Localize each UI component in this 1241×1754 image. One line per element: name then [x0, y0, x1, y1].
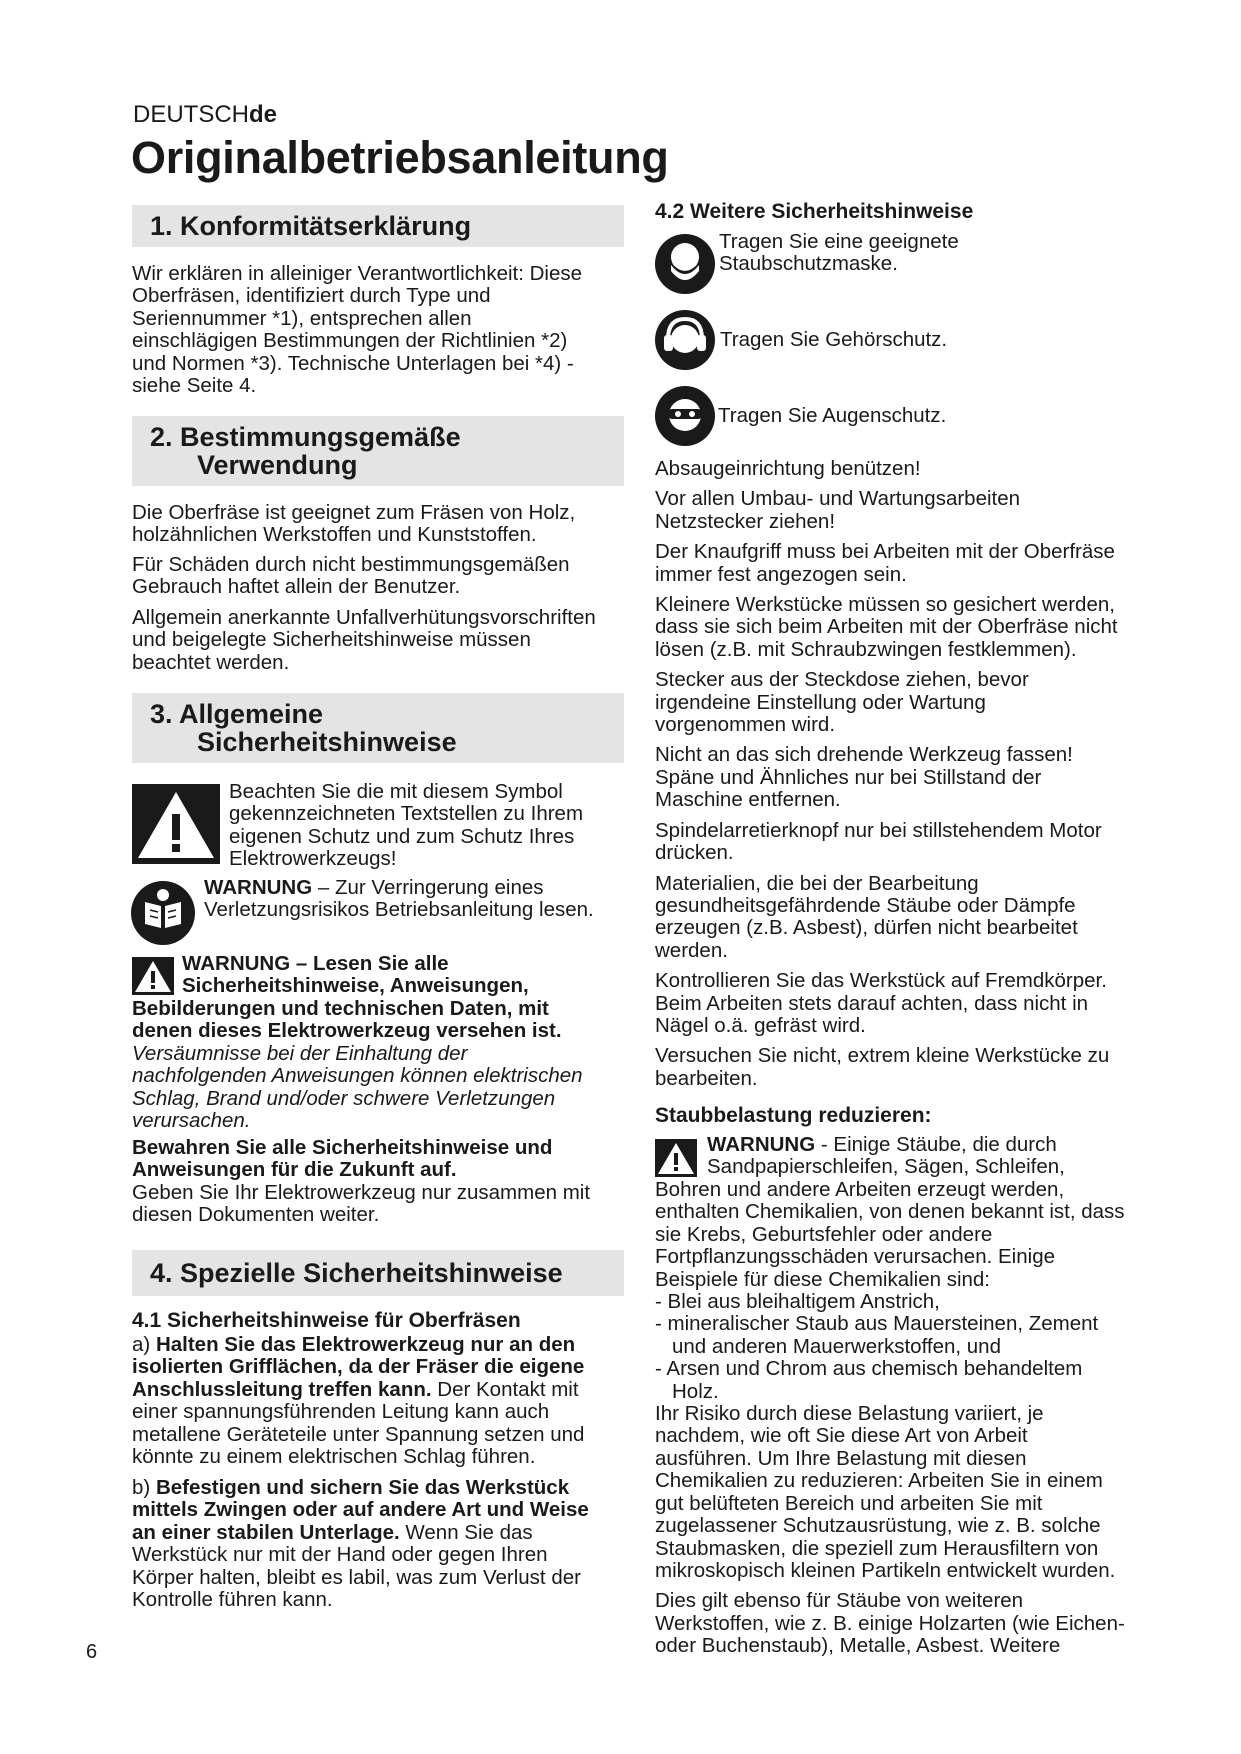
- dust-heading: Staubbelastung reduzieren:: [655, 1104, 932, 1127]
- dust-mask-text: Tragen Sie eine geeignete Staubschutzmaske.: [719, 230, 959, 276]
- safety-paragraph: Nicht an das sich drehende Werkzeug fassen! Späne und Ähnliches nur bei Stillstand der Maschine entfernen.: [655, 743, 1073, 812]
- dust-mask-icon: [654, 233, 716, 300]
- section-2-heading: 2. Bestimmungsgemäße Verwendung: [132, 416, 624, 486]
- eye-protection-icon: [654, 385, 716, 452]
- keep-instructions-text: Geben Sie Ihr Elektrowerkzeug nur zusammen mit diesen Dokumenten weiter.: [132, 1181, 591, 1227]
- ear-protection-icon: [654, 309, 716, 376]
- safety-list: [655, 458, 1160, 1098]
- section-2-paragraph-3: Allgemein anerkannte Unfallverhütungsvorschriften und beigelegte Sicherheitshinweise müssen beachtet werden.: [132, 606, 596, 674]
- warning-read-manual-text: WARNUNG – Zur Verringerung eines Verletzungsrisikos Betriebsanleitung lesen.: [204, 876, 594, 922]
- section-1-heading: 1. Konformitätserklärung: [132, 205, 624, 247]
- warning-read-all-italic: Versäumnisse bei der Einhaltung der nachfolgenden Anweisungen können elektrischen Schlag, Brand und/oder schwere Verletzungen verursachen.: [132, 1042, 583, 1133]
- instruction-a: a) Halten Sie das Elektrowerkzeug nur an den isolierten Grifflächen, da der Fräser die eigene Anschlussleitung treffen kann. Der Kontakt mit einer spannungsführenden Leitung kann auch metallene Geräteteile unter Spannung setzen und könnte zu einem elektrischen Schlag führen.: [132, 1333, 585, 1469]
- bullet-item: und anderen Mauerwerkstoffen, und: [672, 1334, 1001, 1358]
- bullet-item: - Arsen und Chrom aus chemisch behandeltem: [655, 1357, 1083, 1381]
- subsection-4-1-heading: 4.1 Sicherheitshinweise für Oberfräsen: [132, 1309, 521, 1332]
- page-title: Originalbetriebsanleitung: [131, 132, 669, 183]
- dust-warning-text: Bohren und andere Arbeiten erzeugt werden, enthalten Chemikalien, von denen bekannt ist, dass sie Krebs, Geburtsfehler oder andere Fortpflanzungsschäden verursachen. Einige Beispiele für diese Chemikalien sind: - Blei aus bleihaltigem Anstrich, - mineralischer Staub aus Mauersteinen, Zement und anderen Mauerwerkstoffen, und - Arsen und Chrom aus chemisch behandeltem Holz. Ihr Risiko durch diese Belastung variiert, je nachdem, wie oft Sie diese Art von Arbeit ausführen. Um Ihre Belastung mit diesen Chemikalien zu reduzieren: Arbeiten Sie in einem gut belüfteten Bereich und arbeiten Sie mit zugelassener Schutzausrüstung, wie z. B. solche Staubmasken, die speziell zum Herausfiltern von mikroskopisch kleinen Partikeln entwickelt wurden. Dies gilt ebenso für Stäube von weiteren Werkstoffen, wie z. B. einige Holzarten (wie Eichen- oder Buchenstaub), Metalle, Asbest. Weitere: [655, 1179, 1160, 1658]
- eye-protection-text: Tragen Sie Augenschutz.: [718, 404, 947, 427]
- warning-read-all-bold-a: WARNUNG – Lesen Sie alle Sicherheitshinweise, Anweisungen,: [182, 952, 529, 998]
- warning-small-icon: [132, 957, 174, 1000]
- dust-warning-first: WARNUNG - Einige Stäube, die durch Sandpapierschleifen, Sägen, Schleifen,: [707, 1133, 1065, 1179]
- section-2-paragraph-2: Für Schäden durch nicht bestimmungsgemäßen Gebrauch haftet allein der Benutzer.: [132, 553, 570, 599]
- subsection-4-2-heading: 4.2 Weitere Sicherheitshinweise: [655, 200, 974, 223]
- language-label: DEUTSCHde: [133, 101, 278, 128]
- instruction-b: b) Befestigen und sichern Sie das Werkstück mittels Zwingen oder auf andere Art und Weise an einer stabilen Unterlage. Wenn Sie das Werkstück nur mit der Hand oder gegen Ihren Körper halten, bleibt es labil, was zum Verlust der Kontrolle führen kann.: [132, 1476, 589, 1612]
- section-1-text: Wir erklären in alleiniger Verantwortlichkeit: Diese Oberfräsen, identifiziert durch Type und Seriennummer *1), entsprechen allen einschlägigen Bestimmungen der Richtlinien *2) und Normen *3). Technische Unterlagen bei *4) - siehe Seite 4.: [132, 262, 583, 398]
- page-number: 6: [86, 1641, 98, 1663]
- safety-paragraph: Stecker aus der Steckdose ziehen, bevor irgendeine Einstellung oder Wartung vorgenommen wird.: [655, 668, 1029, 737]
- safety-paragraph: Absaugeinrichtung benützen!: [655, 457, 921, 480]
- warning-triangle-icon: [132, 784, 220, 869]
- symbol-explanation-text: Beachten Sie die mit diesem Symbol gekennzeichneten Textstellen zu Ihrem eigenen Schutz und zum Schutz Ihres Elektrowerkzeugs!: [229, 780, 584, 871]
- ear-protection-text: Tragen Sie Gehörschutz.: [720, 328, 948, 351]
- bullet-item: - Blei aus bleihaltigem Anstrich,: [655, 1290, 940, 1314]
- keep-instructions-bold: Bewahren Sie alle Sicherheitshinweise und Anweisungen für die Zukunft auf.: [132, 1136, 553, 1182]
- safety-paragraph: Materialien, die bei der Bearbeitung gesundheitsgefährdende Stäube oder Dämpfe erzeugen (z.B. Asbest), dürfen nicht bearbeitet werden.: [655, 871, 1078, 962]
- safety-paragraph: Kontrollieren Sie das Werkstück auf Fremdkörper. Beim Arbeiten stets darauf achten, dass nicht in Nägel o.ä. gefräst wird.: [655, 969, 1107, 1037]
- safety-paragraph: Spindelarretierknopf nur bei stillstehendem Motor drücken.: [655, 818, 1102, 865]
- section-2-paragraph-1: Die Oberfräse ist geeignet zum Fräsen von Holz, holzähnlichen Werkstoffen und Kunststoffen.: [132, 501, 576, 547]
- warning-read-all-bold-b: Bebilderungen und technischen Daten, mit denen dieses Elektrowerkzeug versehen ist.: [132, 997, 562, 1043]
- safety-paragraph: Versuchen Sie nicht, extrem kleine Werkstücke zu bearbeiten.: [655, 1044, 1110, 1090]
- safety-paragraph: Kleinere Werkstücke müssen so gesichert werden, dass sie sich beim Arbeiten mit der Oberfräse nicht lösen (z.B. mit Schraubzwingen festklemmen).: [655, 593, 1118, 661]
- read-manual-icon: [130, 880, 196, 951]
- safety-paragraph: Der Knaufgriff muss bei Arbeiten mit der Oberfräse immer fest angezogen sein.: [655, 540, 1115, 586]
- bullet-item: - mineralischer Staub aus Mauersteinen, Zement: [655, 1312, 1099, 1336]
- warning-dust-icon: [655, 1139, 697, 1182]
- section-4-heading: 4. Spezielle Sicherheitshinweise: [132, 1250, 624, 1296]
- bullet-item: Holz.: [672, 1379, 719, 1403]
- section-3-heading: 3. Allgemeine Sicherheitshinweise: [132, 693, 624, 763]
- safety-paragraph: Vor allen Umbau- und Wartungsarbeiten Netzstecker ziehen!: [655, 487, 1021, 533]
